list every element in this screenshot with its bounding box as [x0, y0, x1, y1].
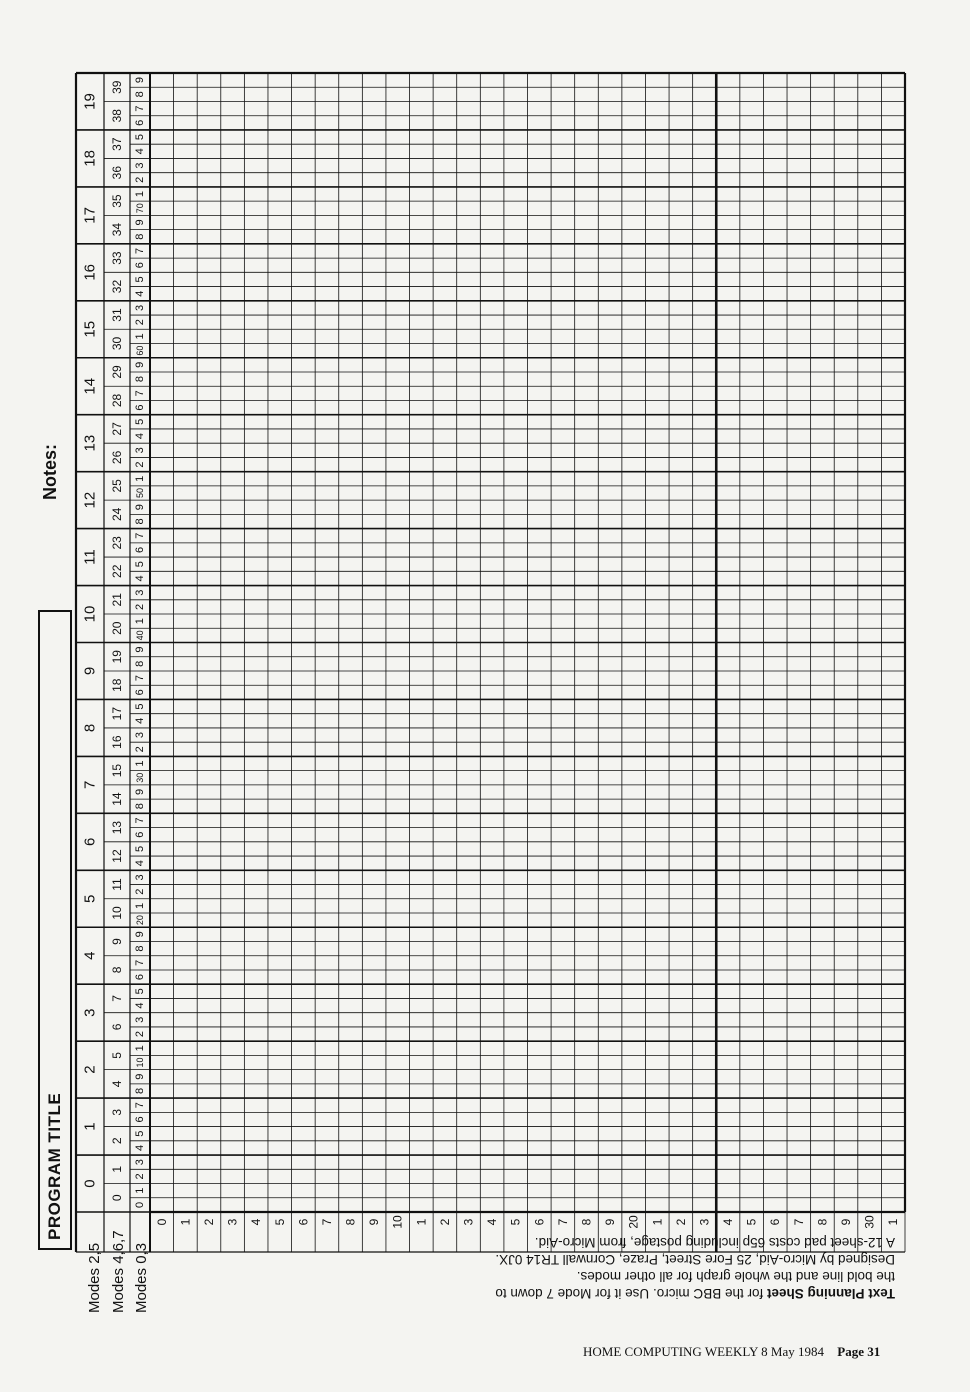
row-label: 10 [390, 1215, 405, 1229]
row-label: 2 [673, 1218, 688, 1226]
mode03-col-label: 8 [134, 945, 146, 952]
mode467-col-label: 20 [110, 621, 124, 635]
mode03-col-label: 5 [134, 561, 146, 568]
mode25-col-label: 13 [81, 434, 99, 452]
mode03-col-label: 3 [134, 1016, 146, 1023]
mode03-col-label: 3 [134, 874, 146, 881]
mode03-col-label: 4 [134, 432, 146, 440]
mode03-col-label: 5 [134, 1130, 146, 1137]
mode467-col-label: 1 [110, 1165, 124, 1173]
mode03-col-label: 6 [134, 546, 146, 554]
row-label: 4 [721, 1218, 736, 1226]
mode467-col-label: 9 [110, 938, 124, 945]
row-label: 8 [815, 1218, 830, 1226]
mode-label-4-6-7: Modes 4,6,7 [110, 1230, 127, 1313]
mode03-col-label: 6 [134, 689, 146, 696]
mode467-col-label: 5 [110, 1052, 124, 1059]
mode03-col-label: 20 [135, 915, 145, 926]
mode25-col-label: 0 [81, 1179, 99, 1188]
mode467-col-label: 7 [110, 995, 124, 1002]
mode03-col-label: 2 [134, 319, 146, 326]
mode467-col-label: 22 [110, 564, 124, 578]
caption-line-2: the bold line and the whole graph for all other modes. [576, 1269, 895, 1284]
mode03-col-label: 4 [134, 148, 146, 155]
mode03-col-label: 6 [134, 974, 146, 981]
mode467-col-label: 24 [110, 507, 124, 522]
mode03-col-label: 1 [134, 1045, 146, 1052]
mode03-col-label: 7 [134, 390, 146, 397]
mode467-col-label: 37 [110, 137, 124, 151]
mode467-col-label: 18 [110, 678, 124, 692]
mode03-col-label: 3 [134, 589, 146, 596]
mode-label-0-3: Modes 0,3 [133, 1242, 150, 1313]
mode03-col-label: 9 [134, 1073, 146, 1080]
mode03-col-label: 9 [134, 77, 146, 84]
mode25-col-label: 12 [81, 491, 99, 509]
mode467-col-label: 6 [110, 1023, 124, 1031]
mode03-col-label: 70 [135, 203, 145, 214]
mode03-col-label: 5 [134, 418, 146, 425]
mode03-col-label: 2 [134, 888, 146, 895]
caption-line-3: Designed by Micro-Aid, 25 Fore Street, Praze, Cornwall TR14 0JX. [495, 1252, 895, 1267]
mode467-col-label: 14 [110, 792, 124, 806]
mode03-col-label: 50 [135, 487, 145, 499]
mode25-col-label: 7 [81, 780, 99, 790]
row-label: 7 [555, 1218, 570, 1226]
mode03-col-label: 1 [134, 333, 146, 340]
mode25-col-label: 15 [81, 320, 99, 338]
mode467-col-label: 4 [110, 1080, 124, 1088]
mode25-col-label: 4 [81, 951, 99, 960]
mode03-col-label: 4 [134, 1002, 146, 1009]
mode03-col-label: 2 [134, 461, 146, 468]
mode03-col-label: 10 [135, 1057, 145, 1068]
mode03-col-label: 8 [134, 518, 146, 525]
mode467-col-label: 15 [110, 763, 124, 778]
row-label: 30 [862, 1215, 877, 1229]
row-label: 2 [437, 1218, 452, 1226]
mode25-col-label: 6 [81, 837, 99, 846]
mode03-col-label: 1 [134, 190, 146, 198]
mode03-col-label: 0 [134, 1201, 146, 1208]
mode467-col-label: 16 [110, 735, 124, 749]
mode03-col-label: 6 [134, 119, 146, 126]
mode03-col-label: 5 [134, 134, 146, 141]
mode25-col-label: 19 [81, 93, 99, 110]
mode467-col-label: 26 [110, 450, 124, 465]
mode03-col-label: 7 [134, 1102, 146, 1109]
caption-block [415, 1234, 895, 1302]
mode03-col-label: 3 [134, 447, 146, 454]
mode03-col-label: 7 [134, 247, 146, 255]
mode25-col-label: 5 [81, 894, 99, 903]
mode25-col-label: 18 [81, 150, 99, 167]
mode03-col-label: 30 [135, 772, 145, 783]
mode25-col-label: 10 [81, 605, 99, 623]
mode03-col-label: 1 [134, 1187, 146, 1194]
publication-name: HOME COMPUTING WEEKLY 8 May 1984 [583, 1344, 824, 1359]
mode03-col-label: 3 [134, 304, 146, 311]
notes-label: Notes: [40, 443, 60, 500]
mode25-col-label: 8 [81, 723, 99, 733]
row-label: 1 [650, 1218, 665, 1226]
mode03-col-label: 4 [134, 717, 146, 724]
row-label: 1 [414, 1218, 429, 1226]
mode467-col-label: 17 [110, 707, 124, 721]
mode467-col-label: 11 [110, 878, 124, 891]
mode03-col-label: 7 [134, 675, 146, 682]
mode03-col-label: 5 [134, 988, 146, 995]
mode25-col-label: 2 [81, 1065, 99, 1074]
mode467-col-label: 19 [110, 650, 124, 664]
caption-line-4: A 12-sheet pad costs 65p including postage, from Micro-Aid. [534, 1235, 895, 1250]
mode467-col-label: 12 [110, 849, 124, 863]
mode03-col-label: 7 [134, 532, 146, 539]
row-label: 0 [154, 1218, 169, 1226]
mode03-col-label: 1 [134, 902, 146, 909]
row-label: 2 [201, 1218, 216, 1226]
row-label: 9 [367, 1218, 382, 1226]
mode25-col-label: 11 [81, 549, 99, 565]
mode03-col-label: 5 [134, 276, 146, 283]
program-title-box [38, 610, 72, 1250]
mode467-col-label: 34 [110, 222, 124, 237]
mode03-col-label: 3 [134, 1159, 146, 1166]
row-label: 5 [508, 1218, 523, 1226]
mode467-col-label: 13 [110, 820, 124, 835]
mode03-col-label: 3 [134, 162, 146, 169]
row-label: 6 [532, 1218, 547, 1226]
mode03-col-label: 9 [134, 646, 146, 653]
caption-lead: Text Planning Sheet [766, 1286, 895, 1301]
mode03-col-label: 2 [134, 1030, 146, 1038]
mode-label-2-5: Modes 2,5 [86, 1242, 103, 1313]
mode03-col-label: 2 [134, 603, 146, 610]
mode467-col-label: 23 [110, 536, 124, 550]
mode03-col-label: 7 [134, 817, 146, 824]
mode03-col-label: 9 [134, 931, 146, 938]
mode467-col-label: 32 [110, 279, 124, 294]
row-label: 6 [296, 1218, 311, 1226]
row-label: 7 [319, 1218, 334, 1226]
mode25-col-label: 14 [81, 377, 99, 395]
mode467-col-label: 38 [110, 109, 124, 123]
mode03-col-label: 1 [134, 760, 146, 767]
mode25-col-label: 16 [81, 263, 99, 281]
mode03-col-label: 8 [134, 233, 146, 240]
row-label: 4 [485, 1218, 500, 1226]
mode03-col-label: 4 [134, 860, 146, 867]
mode467-col-label: 10 [110, 906, 124, 920]
mode03-col-label: 5 [134, 703, 146, 710]
mode03-col-label: 2 [134, 1173, 146, 1180]
row-label: 9 [839, 1218, 854, 1226]
mode467-col-label: 3 [110, 1108, 124, 1116]
row-label: 3 [461, 1218, 476, 1226]
mode03-col-label: 40 [135, 630, 145, 641]
page-number: Page 31 [837, 1344, 881, 1359]
row-label: 8 [343, 1218, 358, 1226]
mode467-col-label: 29 [110, 365, 124, 379]
mode03-col-label: 6 [134, 404, 146, 411]
mode03-col-label: 7 [134, 959, 146, 966]
mode03-col-label: 6 [134, 831, 146, 838]
mode467-col-label: 27 [110, 422, 124, 436]
mode03-col-label: 4 [134, 575, 146, 582]
mode467-col-label: 30 [110, 336, 124, 351]
row-label: 9 [603, 1218, 618, 1226]
mode03-col-label: 2 [134, 176, 146, 183]
mode03-col-label: 2 [134, 746, 146, 753]
row-label: 1 [178, 1218, 193, 1226]
mode467-col-label: 0 [110, 1194, 124, 1202]
mode03-col-label: 8 [134, 91, 146, 98]
mode03-col-label: 4 [134, 1144, 146, 1151]
mode03-col-label: 1 [134, 618, 146, 625]
row-label: 3 [225, 1218, 240, 1226]
mode03-col-label: 8 [134, 660, 146, 667]
row-label: 8 [579, 1218, 594, 1226]
mode25-col-label: 9 [81, 666, 99, 676]
mode467-col-label: 28 [110, 393, 124, 408]
mode467-col-label: 2 [110, 1137, 124, 1145]
mode03-col-label: 7 [134, 105, 146, 112]
page-footer [583, 1344, 880, 1360]
mode03-col-label: 9 [134, 219, 146, 226]
mode03-col-label: 6 [134, 262, 146, 269]
mode03-col-label: 4 [134, 290, 146, 297]
mode467-col-label: 8 [110, 966, 124, 974]
mode467-col-label: 39 [110, 80, 124, 94]
mode03-col-label: 3 [134, 731, 146, 739]
row-label: 7 [791, 1218, 806, 1226]
mode25-col-label: 17 [81, 207, 99, 224]
mode03-col-label: 60 [135, 345, 145, 356]
mode467-col-label: 21 [110, 593, 124, 607]
mode467-col-label: 25 [110, 479, 124, 493]
mode03-col-label: 5 [134, 845, 146, 853]
mode03-col-label: 1 [134, 475, 146, 482]
caption-line-1: for the BBC micro. Use it for Mode 7 down to [495, 1286, 767, 1301]
row-label: 6 [768, 1218, 783, 1226]
mode03-col-label: 9 [134, 361, 146, 368]
mode03-col-label: 9 [134, 504, 146, 511]
mode25-col-label: 1 [81, 1122, 99, 1131]
mode467-col-label: 31 [110, 308, 124, 322]
mode467-col-label: 35 [110, 194, 124, 208]
row-label: 5 [744, 1218, 759, 1226]
row-label: 4 [249, 1218, 264, 1226]
mode467-col-label: 36 [110, 165, 124, 180]
row-label: 1 [886, 1218, 901, 1226]
mode03-col-label: 8 [134, 1087, 146, 1095]
mode467-col-label: 33 [110, 251, 124, 265]
mode03-col-label: 8 [134, 376, 146, 383]
row-label: 3 [697, 1218, 712, 1226]
mode03-col-label: 6 [134, 1116, 146, 1123]
mode25-col-label: 3 [81, 1008, 99, 1017]
row-label: 20 [626, 1215, 641, 1229]
mode03-col-label: 9 [134, 788, 146, 796]
mode03-col-label: 8 [134, 803, 146, 810]
row-label: 5 [272, 1218, 287, 1226]
program-title-label: PROGRAM TITLE [45, 1092, 64, 1240]
